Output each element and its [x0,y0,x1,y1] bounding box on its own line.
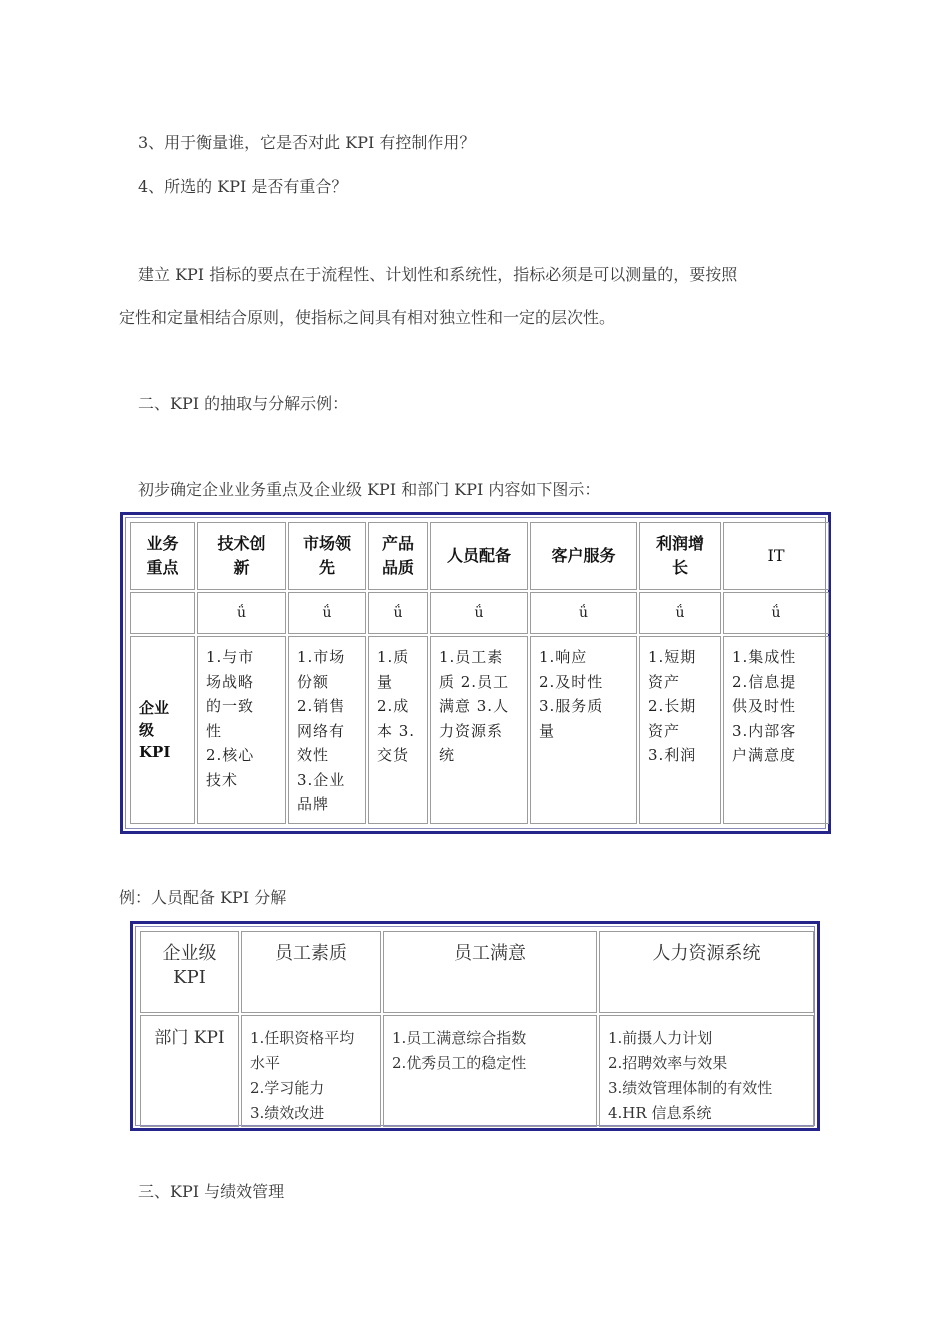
row-label-empty [130,592,195,634]
down-arrow-icon: ǘ [288,592,366,634]
dept-kpi-staff-satisfaction: 1.员工满意综合指数 2.优秀员工的稳定性 [383,1015,597,1127]
row-label-department-kpi: 部门 KPI [140,1015,239,1127]
table-1-arrow-row [130,592,829,634]
principle-line-1: 建立 KPI 指标的要点在于流程性、计划性和系统性，指标必须是可以测量的，要按照 [138,265,738,284]
row-label-business-focus: 业务 重点 [130,522,195,590]
down-arrow-icon: ǘ [430,592,528,634]
header-staff-quality: 员工素质 [241,931,381,1013]
table-1-kpi-row [130,636,829,824]
kpi-cell-product-quality: 1.质 量 2.成 本 3. 交货 [368,636,428,824]
kpi-cell-tech-innovation: 1.与市 场战略 的一致 性 2.核心 技术 [197,636,286,824]
dept-kpi-hr-system: 1.前摄人力计划 2.招聘效率与效果 3.绩效管理体制的有效性 4.HR 信息系统 [599,1015,814,1127]
kpi-cell-it: 1.集成性 2.信息提 供及时性 3.内部客 户满意度 [723,636,829,824]
down-arrow-icon: ǘ [368,592,428,634]
header-it: IT [723,522,829,590]
down-arrow-icon: ǘ [530,592,637,634]
table-1-header-row [130,522,829,590]
dept-kpi-staff-quality: 1.任职资格平均 水平 2.学习能力 3.绩效改进 [241,1015,381,1127]
row-label-enterprise-kpi: 企业级 KPI [140,931,239,1013]
header-tech-innovation: 技术创 新 [197,522,286,590]
down-arrow-icon: ǘ [723,592,829,634]
table-2-header-row [140,931,814,1013]
header-profit-growth: 利润增 长 [639,522,721,590]
staffing-kpi-breakdown-table [130,921,820,1131]
header-staffing: 人员配备 [430,522,528,590]
section-3-heading: 三、KPI 与绩效管理 [138,1182,285,1201]
kpi-cell-market-leadership: 1.市场 份额 2.销售 网络有 效性 3.企业 品牌 [288,636,366,824]
down-arrow-icon: ǘ [639,592,721,634]
header-market-leadership: 市场领 先 [288,522,366,590]
enterprise-kpi-table [120,512,831,834]
kpi-cell-customer-service: 1.响应 2.及时性 3.服务质 量 [530,636,637,824]
down-arrow-icon: ǘ [197,592,286,634]
example-caption: 例：人员配备 KPI 分解 [119,888,287,907]
header-hr-system: 人力资源系统 [599,931,814,1013]
kpi-cell-profit-growth: 1.短期 资产 2.长期 资产 3.利润 [639,636,721,824]
section-2-heading: 二、KPI 的抽取与分解示例： [138,394,349,413]
principle-line-2: 定性和定量相结合原则，使指标之间具有相对独立性和一定的层次性。 [119,308,616,327]
header-product-quality: 产品 品质 [368,522,428,590]
table-1-intro: 初步确定企业业务重点及企业级 KPI 和部门 KPI 内容如下图示： [138,480,601,499]
question-4: 4、所选的 KPI 是否有重合？ [138,177,348,196]
question-3: 3、用于衡量谁，它是否对此 KPI 有控制作用？ [138,133,476,152]
kpi-cell-staffing: 1.员工素 质 2.员工 满意 3.人 力资源系 统 [430,636,528,824]
row-label-enterprise-kpi: 企业 级 KPI [130,636,195,824]
header-staff-satisfaction: 员工满意 [383,931,597,1013]
table-2-department-row [140,1015,814,1127]
header-customer-service: 客户服务 [530,522,637,590]
